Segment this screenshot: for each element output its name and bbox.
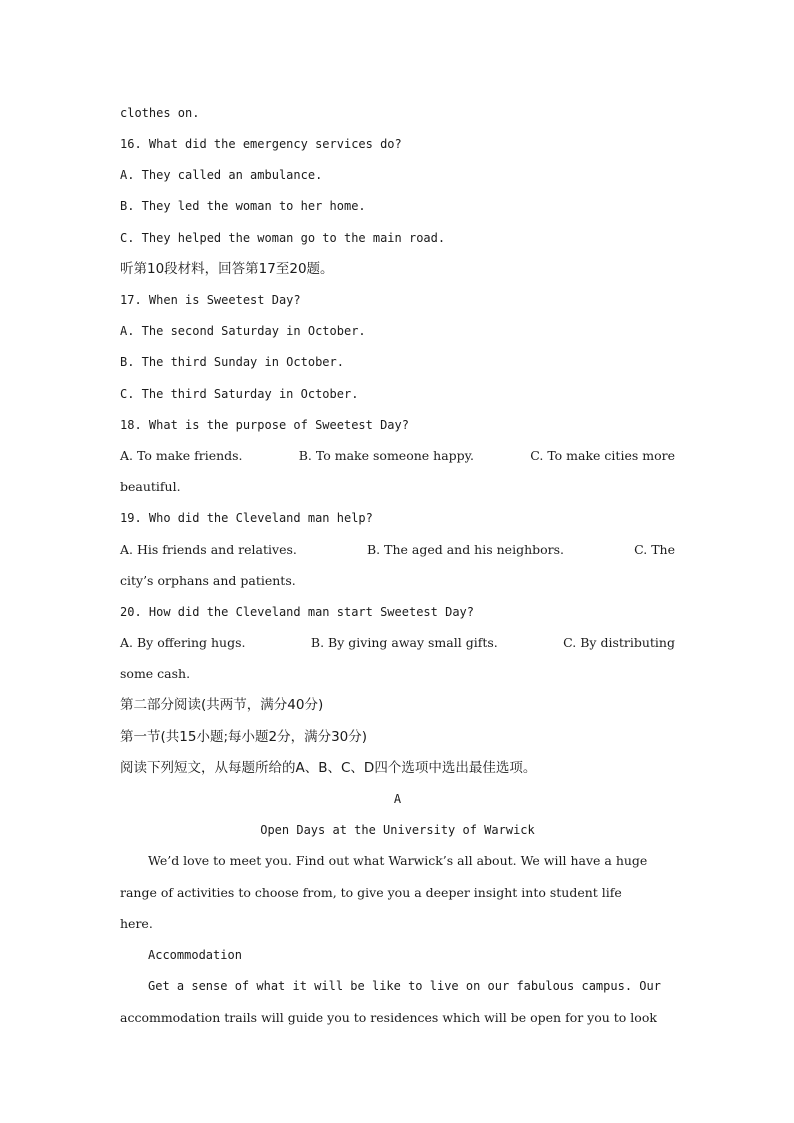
reading-instruction: 阅读下列短文，从每题所给的A、B、C、D四个选项中选出最佳选项。 (120, 760, 537, 776)
q19-options-row (120, 541, 675, 559)
q20-option-a: A. By offering hugs. (120, 635, 246, 650)
q18-option-a: A. To make friends. (120, 448, 243, 463)
q18-option-b: B. To make someone happy. (298, 448, 475, 463)
passage-title: Open Days at the University of Warwick (260, 823, 535, 837)
passage-accommodation-line-2: accommodation trails will guide you to residences which will be open for you to look (120, 1010, 657, 1025)
q19-option-c-continuation: city’s orphans and patients. (120, 573, 296, 588)
q18-options-row (120, 447, 675, 465)
question-18: 18. What is the purpose of Sweetest Day? (120, 418, 409, 432)
q16-option-c: C. They helped the woman go to the main road. (120, 231, 446, 245)
q16-option-b: B. They led the woman to her home. (120, 199, 366, 213)
passage-subheading-accommodation: Accommodation (148, 948, 242, 962)
question-20: 20. How did the Cleveland man start Sweetest Day? (120, 605, 475, 619)
section-10-instruction: 听第10段材料，回答第17至20题。 (120, 261, 334, 277)
q17-option-a: A. The second Saturday in October. (120, 324, 366, 338)
q19-option-a: A. His friends and relatives. (120, 542, 297, 557)
passage-intro-line-3: here. (120, 916, 153, 931)
passage-intro-line-1: We’d love to meet you. Find out what Warwick’s all about. We will have a huge (148, 853, 648, 868)
section-1-title: 第一节(共15小题;每小题2分，满分30分) (120, 729, 368, 745)
q20-options-row (120, 634, 675, 652)
q18-option-c-continuation: beautiful. (120, 479, 181, 494)
q17-option-c: C. The third Saturday in October. (120, 387, 359, 401)
passage-letter: A (393, 792, 402, 806)
q18-option-c: C. To make cities more (530, 448, 675, 463)
question-17: 17. When is Sweetest Day? (120, 293, 301, 307)
q20-option-c: C. By distributing (563, 635, 675, 650)
q17-option-b: B. The third Sunday in October. (120, 355, 344, 369)
q19-option-c: C. The (634, 542, 675, 557)
q20-option-b: B. By giving away small gifts. (310, 635, 498, 650)
question-19: 19. Who did the Cleveland man help? (120, 511, 373, 525)
passage-intro-line-2: range of activities to choose from, to give you a deeper insight into student life (120, 885, 622, 900)
q20-option-c-continuation: some cash. (120, 666, 191, 681)
q19-option-b: B. The aged and his neighbors. (366, 542, 565, 557)
passage-accommodation-line-1: Get a sense of what it will be like to live on our fabulous campus. Our (148, 979, 661, 993)
q15-continuation: clothes on. (120, 106, 200, 120)
question-16: 16. What did the emergency services do? (120, 137, 402, 151)
q16-option-a: A. They called an ambulance. (120, 168, 323, 182)
part-2-title: 第二部分阅读(共两节，满分40分) (120, 697, 324, 713)
